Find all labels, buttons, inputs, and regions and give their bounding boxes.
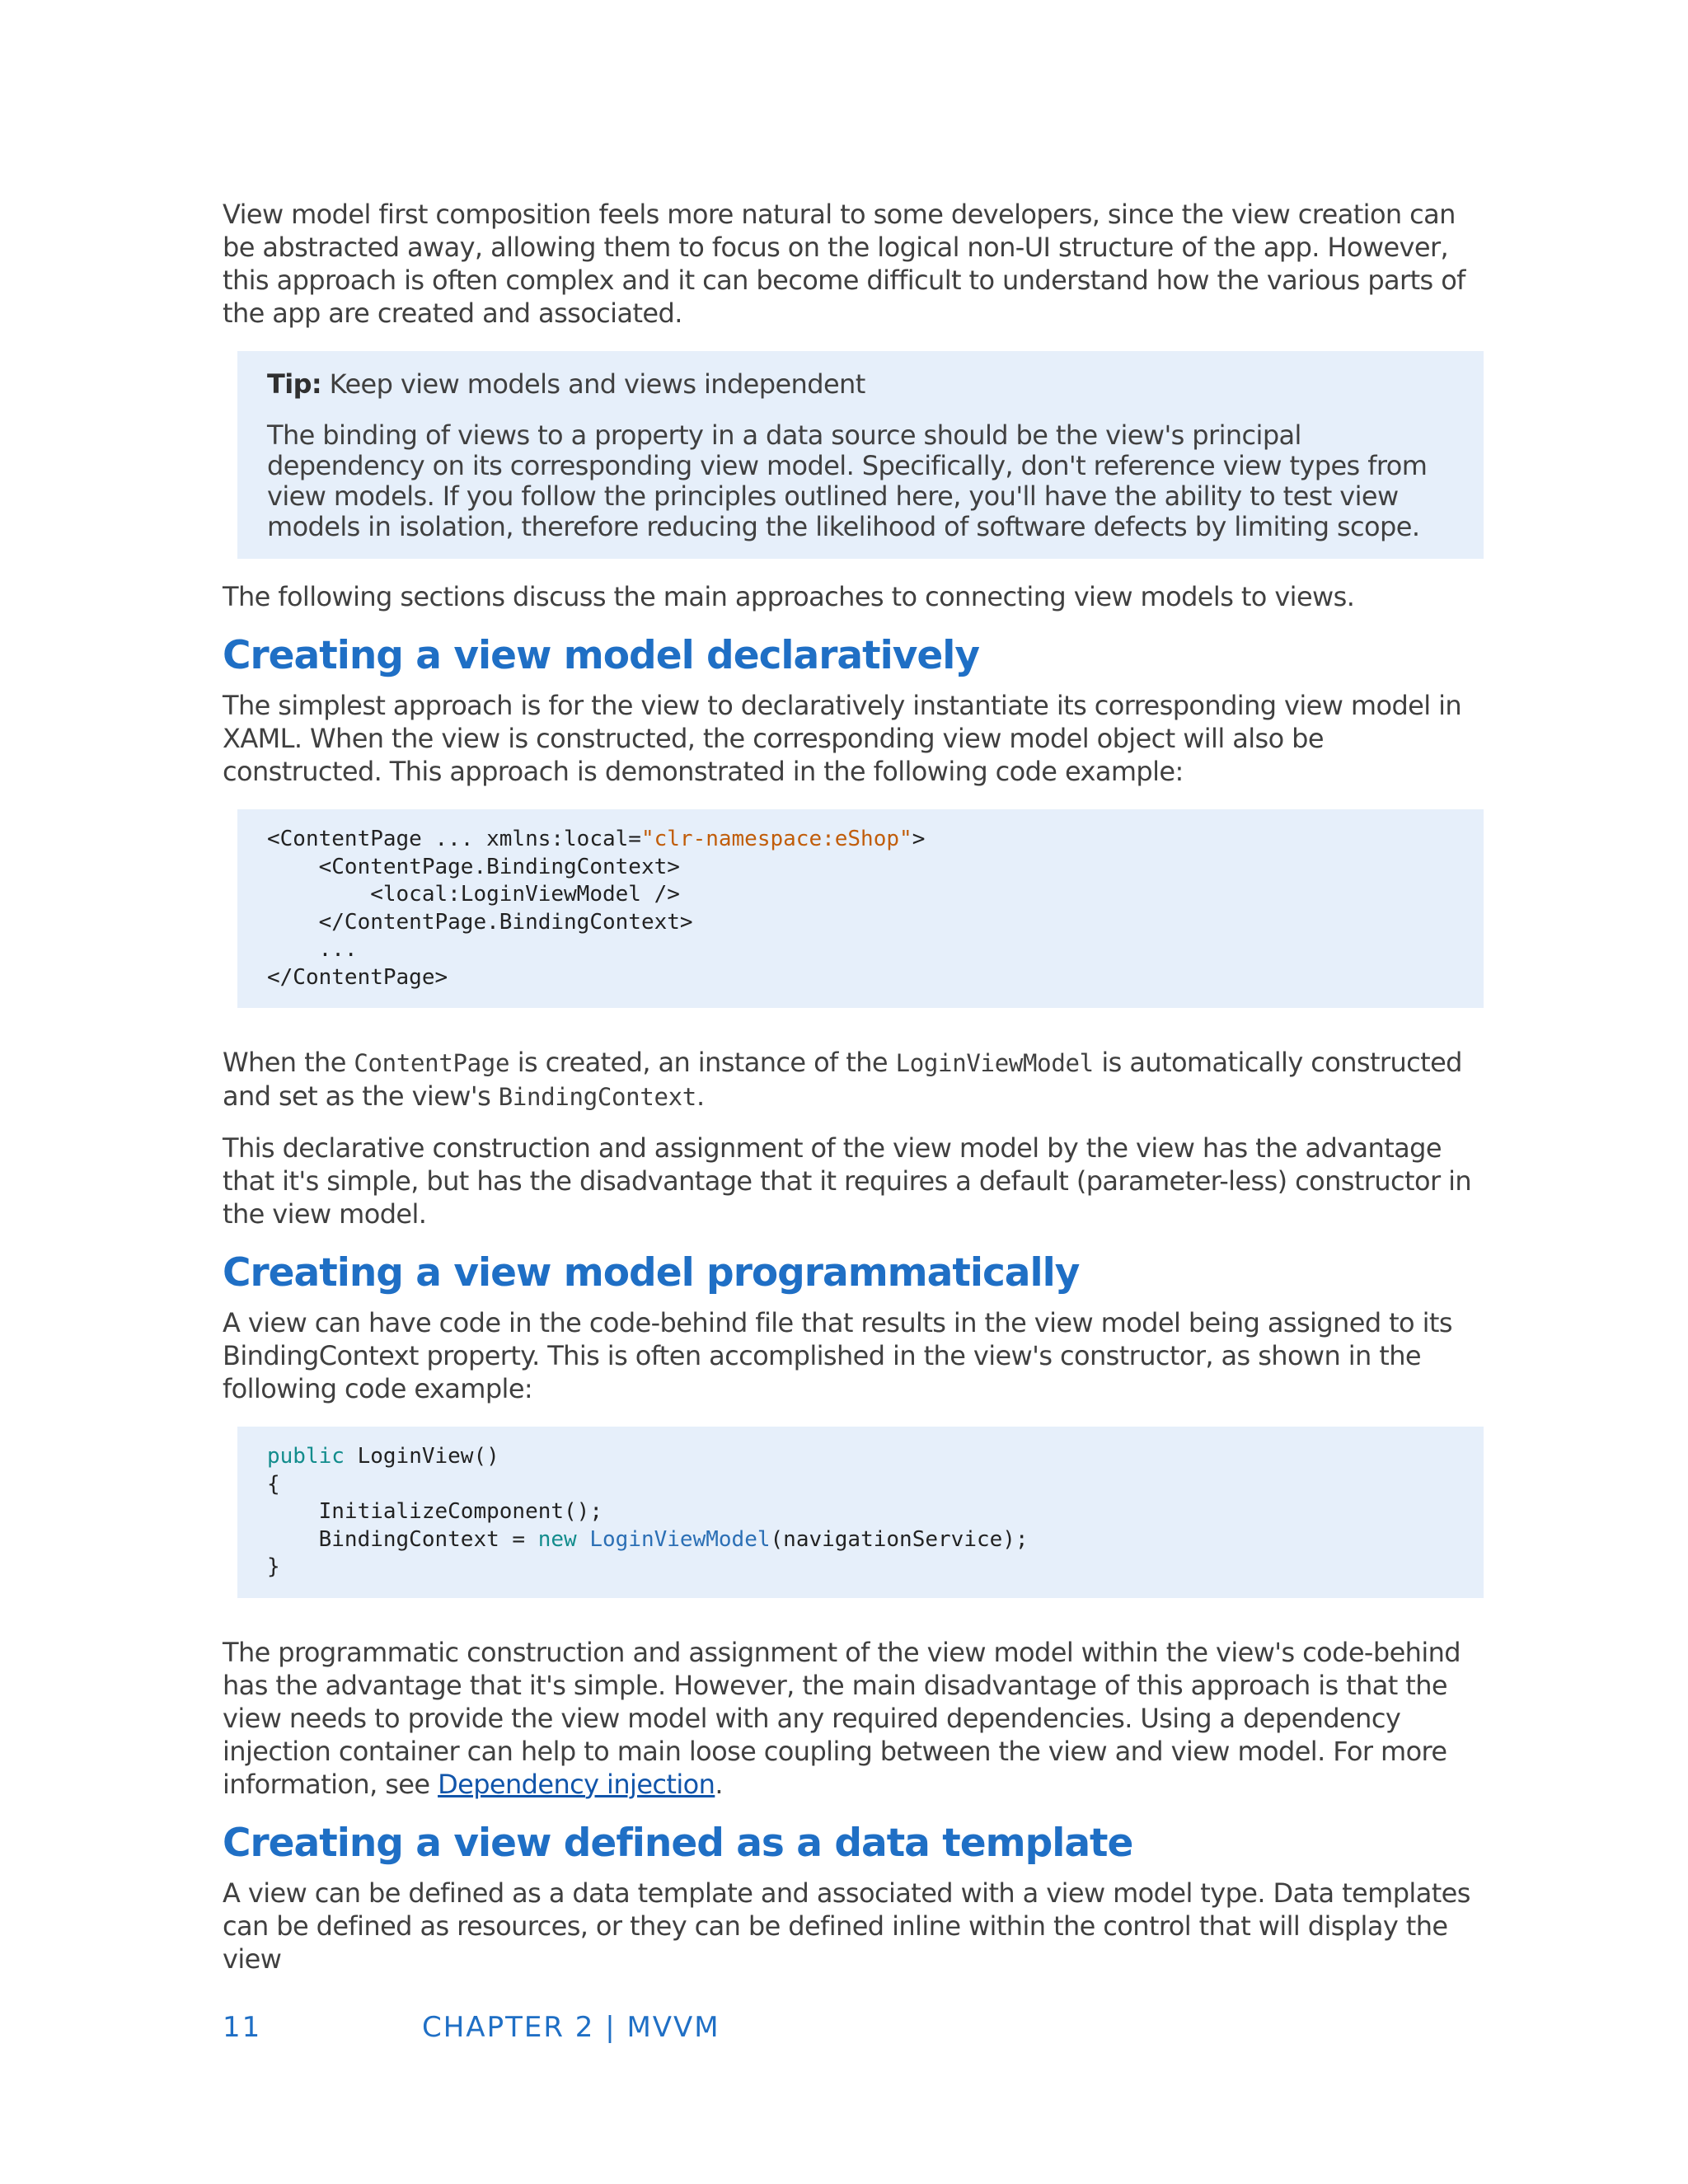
section-heading-declarative: Creating a view model declaratively [223,633,979,678]
page-content [223,198,1484,1994]
declarative-advantage-paragraph: This declarative construction and assignment of the view model by the view has the advantage that it's simple, but has the disadvantage that it requires a default (parameter-less) constructor in the view model. [223,1132,1472,1230]
following-paragraph: The following sections discuss the main approaches to connecting view models to views. [223,581,1355,612]
section-heading-programmatic: Creating a view model programmatically [223,1250,1080,1296]
code-line: <ContentPage ... xmlns:local="clr-namespace:eShop"> [267,827,926,851]
page-number: 11 [223,2011,262,2044]
code-line: <local:LoginViewModel /> [267,882,680,907]
intro-paragraph: View model first composition feels more natural to some developers, since the view creation can be abstracted away, allowing them to focus on the logical non-UI structure of the app. However, this approach is often complex and it can become difficult to understand how the various parts of the app are created and associated. [223,199,1465,329]
code-block-csharp [237,1427,1484,1598]
page-footer [223,2011,720,2044]
code-block-xaml [237,809,1484,1008]
inline-code: BindingContext [498,1083,696,1111]
code-line: InitializeComponent(); [267,1499,603,1524]
data-template-paragraph: A view can be defined as a data template and associated with a view model type. Data templates can be defined as resources, or they can be defined inline within the control that will display the view [223,1877,1470,1975]
inline-code: LoginViewModel [895,1049,1094,1077]
code-line: BindingContext = new LoginViewModel(navigationService); [267,1526,1029,1552]
tip-title: Keep view models and views independent [321,368,865,400]
code-line: ... [267,937,358,962]
section-heading-data-template: Creating a view defined as a data template [223,1820,1133,1866]
tip-label: Tip: [267,368,322,400]
programmatic-paragraph: A view can have code in the code-behind file that results in the view model being assigned to its BindingContext property. This is often accomplished in the view's constructor, as shown in the following code example: [223,1307,1452,1404]
chapter-label: CHAPTER 2 | MVVM [422,2011,720,2044]
code-line: </ContentPage.BindingContext> [267,909,693,935]
dependency-injection-link[interactable]: Dependency injection [438,1768,715,1800]
code-line: public LoginView() [267,1444,499,1469]
code-line: { [267,1471,280,1497]
code-line: <ContentPage.BindingContext> [267,854,680,879]
code-line: } [267,1554,280,1579]
tip-box [237,351,1484,559]
contentpage-paragraph: When the ContentPage is created, an instance of the LoginViewModel is automatically constructed and set as the view's BindingContext. [223,1047,1462,1112]
programmatic-advantage-paragraph: The programmatic construction and assignment of the view model within the view's code-behind has the advantage that it's simple. However, the main disadvantage of this approach is that the view needs to provide the view model with any required dependencies. Using a dependency injection container can help to main loose coupling between the view and view model. For more information, see Dependency injection. [223,1636,1461,1800]
tip-body: The binding of views to a property in a data source should be the view's principal dependency on its corresponding view model. Specifically, don't reference view types from view models. If you follow the principles outlined here, you'll have the ability to test view models in isolation, therefore reducing the likelihood of software defects by limiting scope. [267,419,1428,542]
code-line: </ContentPage> [267,964,448,990]
tip-heading [267,368,1454,401]
declarative-paragraph: The simplest approach is for the view to declaratively instantiate its corresponding view model in XAML. When the view is constructed, the corresponding view model object will also be constructed. This approach is demonstrated in the following code example: [223,690,1462,787]
inline-code: ContentPage [354,1049,510,1077]
